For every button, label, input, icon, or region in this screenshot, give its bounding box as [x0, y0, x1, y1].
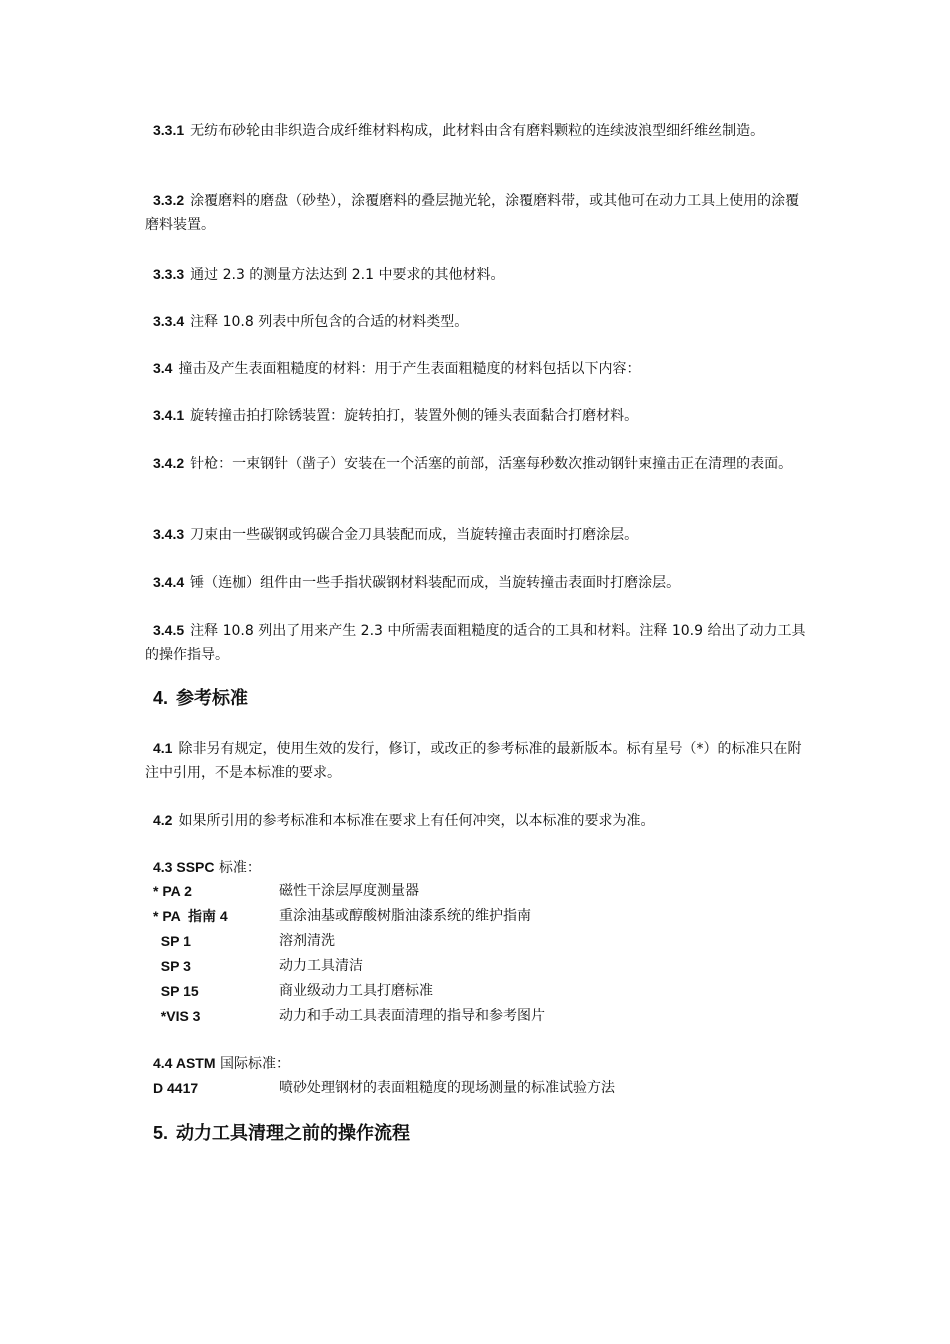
reference-description: 动力和手动工具表面清理的指导和参考图片 [279, 1008, 545, 1024]
paragraph-3-3-2 [145, 188, 810, 237]
paragraph-3-3-3 [145, 262, 810, 287]
clause-number: 3.4.4 [153, 574, 185, 590]
reference-code: SP 1 [153, 933, 191, 949]
clause-text: 涂覆磨料的磨盘（砂垫），涂覆磨料的叠层抛光轮，涂覆磨料带，或其他可在动力工具上使用的涂覆磨料装置。 [145, 193, 800, 233]
reference-description: 喷砂处理钢材的表面粗糙度的现场测量的标准试验方法 [279, 1080, 615, 1096]
paragraph-3-3-1 [145, 118, 810, 143]
section-heading-4 [153, 685, 248, 712]
astm-title-number: 4.4 ASTM [153, 1055, 216, 1071]
section-number: 4. [153, 688, 169, 708]
reference-description: 动力工具清洁 [279, 958, 363, 974]
clause-number: 4.1 [153, 740, 173, 756]
reference-row [153, 955, 813, 977]
paragraph-4-2 [145, 808, 810, 833]
reference-row [153, 930, 813, 952]
clause-text: 旋转撞击拍打除锈装置：旋转拍打，装置外侧的锤头表面黏合打磨材料。 [190, 408, 639, 424]
clause-text: 通过 2.3 的测量方法达到 2.1 中要求的其他材料。 [190, 267, 505, 283]
clause-number: 3.3.3 [153, 266, 185, 282]
clause-number: 3.3.2 [153, 192, 185, 208]
paragraph-3-4-5 [145, 618, 810, 667]
section-number: 5. [153, 1123, 169, 1143]
section-title: 动力工具清理之前的操作流程 [176, 1123, 411, 1144]
sspc-title-number: 4.3 SSPC [153, 859, 215, 875]
section-heading-5 [153, 1120, 410, 1147]
paragraph-3-4 [145, 356, 810, 381]
reference-row [153, 1077, 813, 1099]
astm-standards-title [153, 1052, 290, 1075]
clause-text: 锤（连枷）组件由一些手指状碳钢材料装配而成，当旋转撞击表面时打磨涂层。 [190, 575, 681, 591]
clause-number: 3.3.4 [153, 313, 185, 329]
reference-row [153, 1005, 813, 1027]
clause-number: 4.2 [153, 812, 173, 828]
paragraph-3-3-4 [145, 309, 810, 334]
clause-number: 3.3.1 [153, 122, 185, 138]
reference-code: * PA 指南 4 [153, 908, 228, 924]
clause-number: 3.4.3 [153, 526, 185, 542]
reference-description: 商业级动力工具打磨标准 [279, 983, 433, 999]
paragraph-3-4-4 [145, 570, 810, 595]
paragraph-3-4-3 [145, 522, 810, 547]
reference-code: * PA 2 [153, 883, 192, 899]
reference-code: D 4417 [153, 1080, 199, 1096]
clause-text: 撞击及产生表面粗糙度的材料：用于产生表面粗糙度的材料包括以下内容： [178, 361, 641, 377]
clause-text: 刀束由一些碳钢或钨碳合金刀具装配而成，当旋转撞击表面时打磨涂层。 [190, 527, 639, 543]
clause-number: 3.4.2 [153, 455, 185, 471]
clause-text: 注释 10.8 列表中所包含的合适的材料类型。 [190, 314, 469, 330]
reference-description: 重涂油基或醇酸树脂油漆系统的维护指南 [279, 908, 531, 924]
reference-code: SP 15 [153, 983, 199, 999]
reference-description: 磁性干涂层厚度测量器 [279, 883, 419, 899]
clause-text: 无纺布砂轮由非织造合成纤维材料构成，此材料由含有磨料颗粒的连续波浪型细纤维丝制造。 [190, 123, 765, 139]
reference-row [153, 905, 813, 927]
section-title: 参考标准 [176, 688, 249, 709]
reference-row [153, 980, 813, 1002]
clause-text: 针枪：一束钢针（凿子）安装在一个活塞的前部，活塞每秒数次推动钢针束撞击正在清理的表面。 [190, 456, 793, 472]
reference-code: SP 3 [153, 958, 191, 974]
clause-text: 除非另有规定，使用生效的发行，修订，或改正的参考标准的最新版本。标有星号（*）的标准只在附注中引用，不是本标准的要求。 [145, 741, 802, 781]
paragraph-3-4-1 [145, 403, 810, 428]
clause-number: 3.4 [153, 360, 173, 376]
astm-title-text: 国际标准： [215, 1056, 290, 1072]
paragraph-3-4-2 [145, 451, 810, 476]
clause-text: 注释 10.8 列出了用来产生 2.3 中所需表面粗糙度的适合的工具和材料。注释 10.9 给出了动力工具的操作指导。 [145, 623, 806, 663]
clause-text: 如果所引用的参考标准和本标准在要求上有任何冲突，以本标准的要求为准。 [178, 813, 655, 829]
reference-row [153, 880, 813, 902]
clause-number: 3.4.1 [153, 407, 185, 423]
clause-number: 3.4.5 [153, 622, 185, 638]
sspc-title-text: 标准： [214, 860, 261, 876]
reference-code: *VIS 3 [153, 1008, 201, 1024]
reference-description: 溶剂清洗 [279, 933, 335, 949]
sspc-standards-title [153, 856, 261, 879]
paragraph-4-1 [145, 736, 810, 785]
